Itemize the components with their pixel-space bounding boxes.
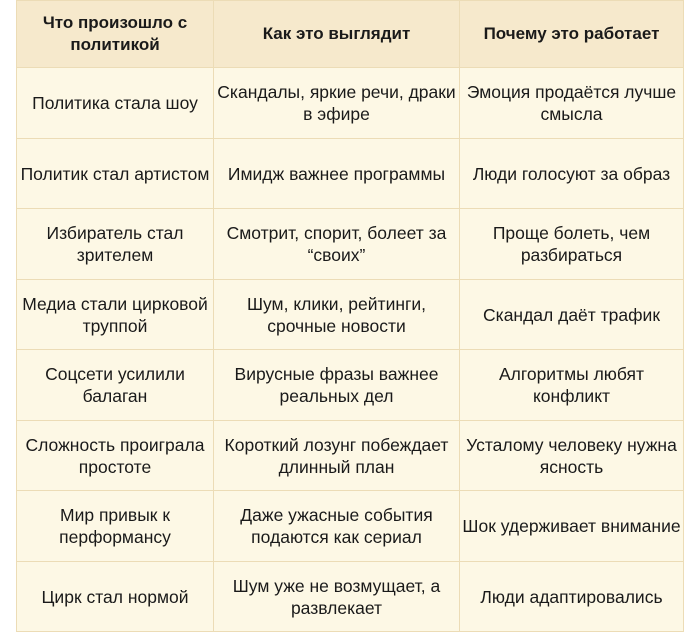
cell-what-happened: Избиратель стал зрителем <box>17 209 214 280</box>
cell-how-it-looks: Смотрит, спорит, болеет за “своих” <box>214 209 460 280</box>
cell-why-it-works: Эмоция продаётся лучше смысла <box>460 68 684 139</box>
cell-what-happened: Медиа стали цирковой труппой <box>17 280 214 350</box>
cell-what-happened: Сложность проиграла простоте <box>17 421 214 491</box>
cell-how-it-looks: Короткий лозунг побеждает длинный план <box>214 421 460 491</box>
cell-why-it-works: Люди голосуют за образ <box>460 139 684 209</box>
cell-how-it-looks: Вирусные фразы важнее реальных дел <box>214 350 460 421</box>
cell-what-happened: Политик стал артистом <box>17 139 214 209</box>
cell-how-it-looks: Шум, клики, рейтинги, срочные новости <box>214 280 460 350</box>
table-row <box>17 139 684 209</box>
cell-why-it-works: Проще болеть, чем разбираться <box>460 209 684 280</box>
table-row <box>17 280 684 350</box>
table-body <box>17 68 684 632</box>
table-row <box>17 562 684 632</box>
cell-how-it-looks: Шум уже не возмущает, а развлекает <box>214 562 460 632</box>
cell-why-it-works: Алгоритмы любят конфликт <box>460 350 684 421</box>
cell-why-it-works: Скандал даёт трафик <box>460 280 684 350</box>
cell-what-happened: Цирк стал нормой <box>17 562 214 632</box>
header-how-it-looks: Как это выглядит <box>214 1 460 68</box>
cell-how-it-looks: Имидж важнее программы <box>214 139 460 209</box>
header-why-it-works: Почему это работает <box>460 1 684 68</box>
cell-what-happened: Соцсети усилили балаган <box>17 350 214 421</box>
cell-why-it-works: Усталому человеку нужна ясность <box>460 421 684 491</box>
table-row <box>17 491 684 562</box>
table-header <box>17 1 684 68</box>
header-row <box>17 1 684 68</box>
politics-show-table <box>16 0 684 632</box>
cell-why-it-works: Люди адаптировались <box>460 562 684 632</box>
table-row <box>17 350 684 421</box>
cell-what-happened: Политика стала шоу <box>17 68 214 139</box>
politics-show-table-container <box>16 0 683 632</box>
cell-how-it-looks: Даже ужасные события подаются как сериал <box>214 491 460 562</box>
cell-what-happened: Мир привык к перформансу <box>17 491 214 562</box>
cell-how-it-looks: Скандалы, яркие речи, драки в эфире <box>214 68 460 139</box>
cell-why-it-works: Шок удерживает внимание <box>460 491 684 562</box>
table-row <box>17 68 684 139</box>
header-what-happened: Что произошло с политикой <box>17 1 214 68</box>
table-row <box>17 421 684 491</box>
table-row <box>17 209 684 280</box>
